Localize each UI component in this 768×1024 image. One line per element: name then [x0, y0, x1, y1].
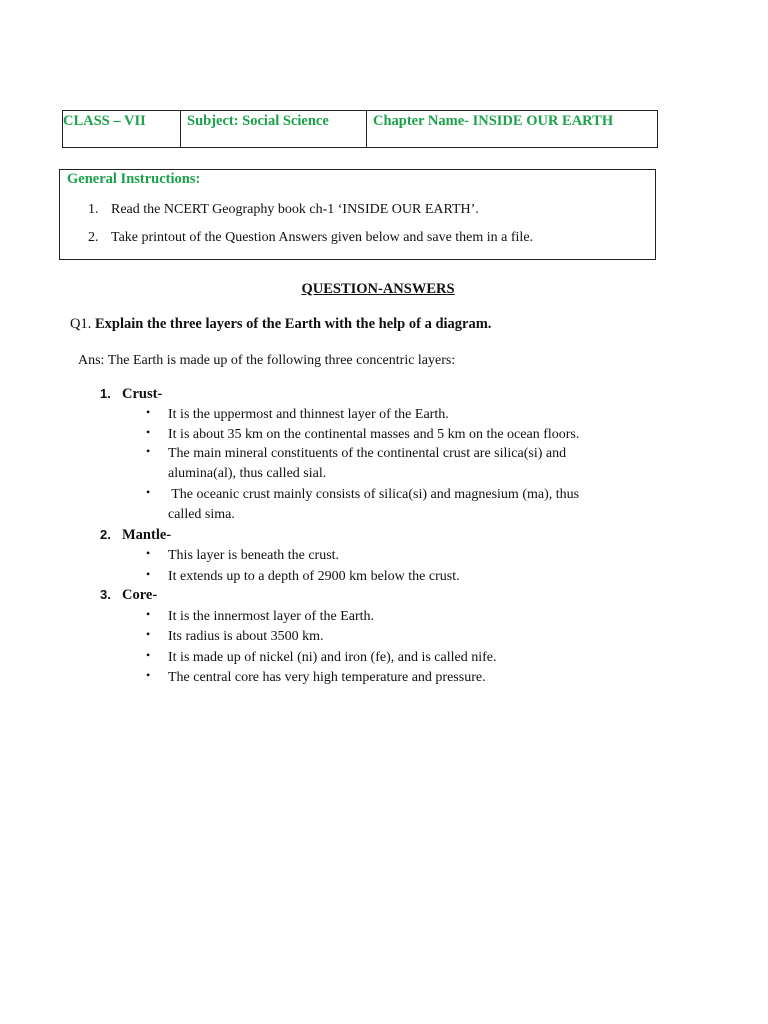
bullet-dot: • — [146, 485, 151, 499]
layer-heading — [100, 587, 157, 604]
general-instructions-box — [59, 169, 656, 260]
bullet-text: It is the uppermost and thinnest layer of the Earth. — [168, 407, 449, 422]
question — [70, 316, 491, 333]
layer-title: Core- — [122, 587, 158, 603]
bullet-text: The main mineral constituents of the continental crust are silica(si) and — [168, 446, 567, 461]
section-title: QUESTION-ANSWERS — [301, 281, 455, 297]
bullet-text: It is about 35 km on the continental masses and 5 km on the ocean floors. — [168, 427, 580, 442]
layer-number: 1. — [100, 386, 111, 401]
bullet-text: The oceanic crust mainly consists of silica(si) and magnesium (ma), thus — [168, 487, 580, 502]
subject-cell: Subject: Social Science — [181, 111, 367, 148]
instruction-number: 2. — [88, 230, 99, 245]
bullet-dot: • — [146, 444, 151, 458]
bullet-text: It is made up of nickel (ni) and iron (fe), and is called nife. — [168, 650, 497, 665]
layer-number: 3. — [100, 587, 111, 602]
layer-number: 2. — [100, 527, 111, 542]
instruction-item — [88, 202, 479, 218]
class-cell: CLASS – VII — [63, 111, 181, 148]
bullet-text: This layer is beneath the crust. — [168, 548, 340, 563]
bullet-dot: • — [146, 648, 151, 662]
bullet-dot: • — [146, 546, 151, 560]
layer-heading — [100, 386, 162, 403]
bullet-text-continued: alumina(al), thus called sial. — [168, 466, 327, 481]
instruction-text: Read the NCERT Geography book ch-1 ‘INSIDE OUR EARTH’. — [111, 202, 479, 217]
layer-title: Mantle- — [122, 527, 172, 543]
question-text: Explain the three layers of the Earth with the help of a diagram. — [94, 316, 492, 332]
bullet-dot: • — [146, 607, 151, 621]
bullet-text: The central core has very high temperature and pressure. — [168, 670, 486, 685]
bullet-dot: • — [146, 668, 151, 682]
bullet-text: Its radius is about 3500 km. — [168, 629, 324, 644]
instruction-number: 1. — [88, 202, 99, 217]
instructions-title: General Instructions: — [67, 171, 201, 187]
chapter-cell: Chapter Name- INSIDE OUR EARTH — [367, 111, 658, 148]
answer-intro: Ans: The Earth is made up of the following three concentric layers: — [78, 353, 456, 368]
bullet-text: It extends up to a depth of 2900 km below the crust. — [168, 569, 460, 584]
instruction-item — [88, 230, 533, 246]
instruction-text: Take printout of the Question Answers given below and save them in a file. — [111, 230, 534, 245]
bullet-text-continued: called sima. — [168, 507, 235, 522]
bullet-dot: • — [146, 425, 151, 439]
layer-title: Crust- — [122, 386, 163, 402]
bullet-dot: • — [146, 405, 151, 419]
question-label: Q1. — [70, 316, 92, 332]
bullet-dot: • — [146, 567, 151, 581]
layer-heading — [100, 527, 171, 544]
header-table — [62, 110, 658, 148]
bullet-dot: • — [146, 627, 151, 641]
bullet-text: It is the innermost layer of the Earth. — [168, 609, 375, 624]
